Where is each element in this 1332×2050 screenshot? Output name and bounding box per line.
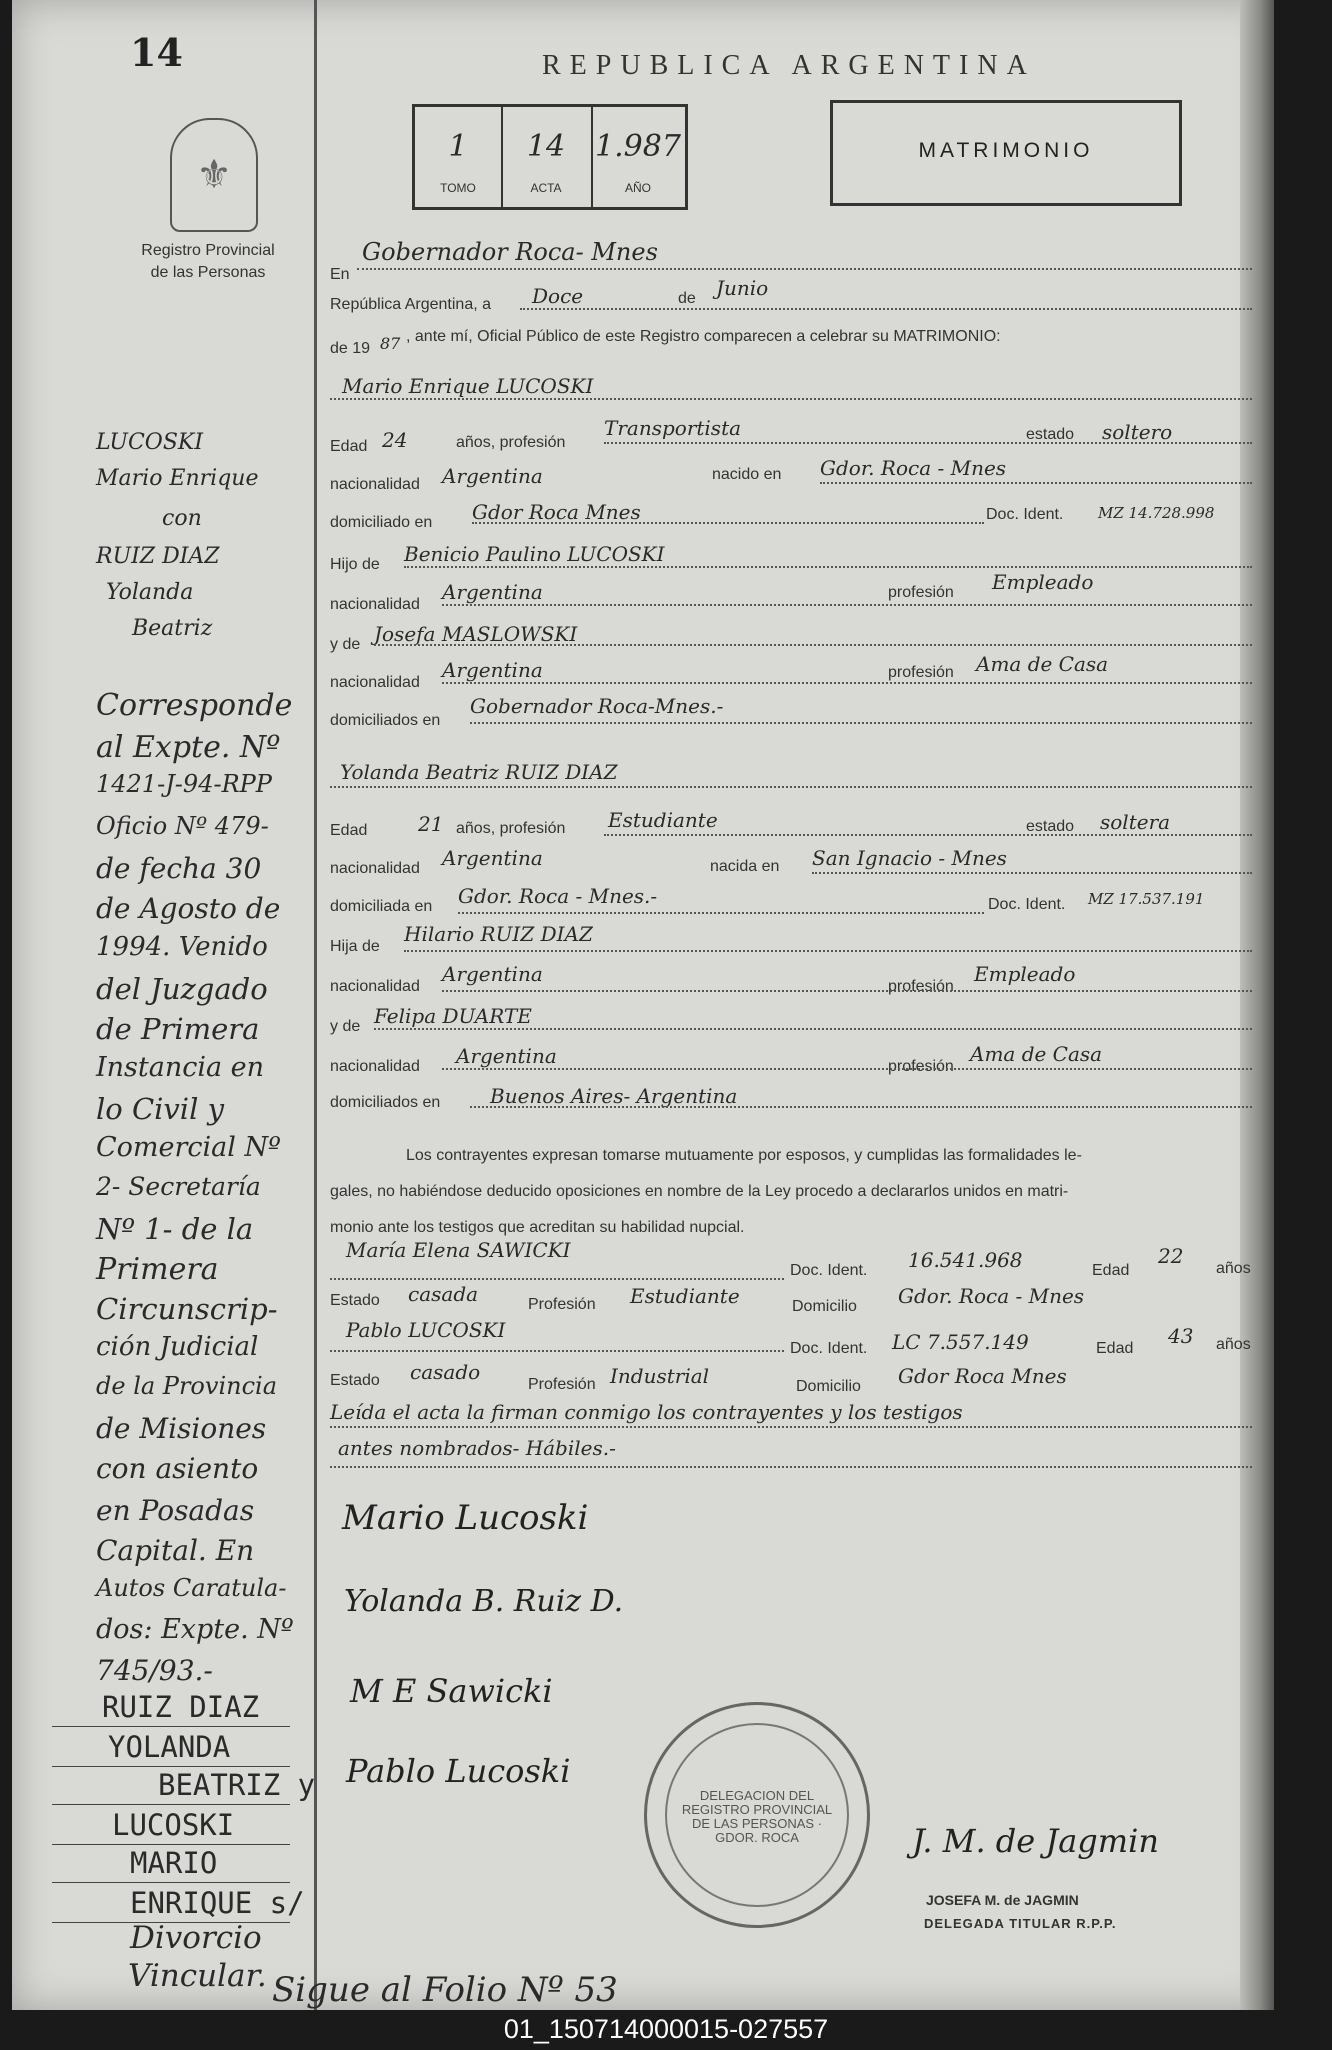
anos-label: años [1216,1336,1251,1353]
year-prefix: de 19 [330,340,371,357]
annotation-line: Capital. En [96,1534,255,1567]
dotted-line [442,990,1252,992]
groom-name: Mario Enrique LUCOSKI [342,374,594,398]
annotation-line: Corresponde [96,688,293,723]
record-type: MATRIMONIO [918,139,1094,162]
official-signature: J. M. de Jagmin [912,1822,1159,1860]
margin-divider [314,0,317,2010]
ceremony-statement: , ante mí, Oficial Público de este Registro comparecen a celebrar su MATRIMONIO: [406,328,1001,345]
closing-line-1: Leída el acta la firman conmigo los contrayentes y los testigos [330,1400,963,1424]
profesion-label: profesión [888,978,954,995]
annotation-line: de Agosto de [96,892,281,925]
groom-mother-profession: Ama de Casa [976,652,1109,676]
witness-2-name: Pablo LUCOSKI [346,1318,506,1342]
caption-line: RUIZ DIAZ [102,1690,260,1724]
underline [52,1844,290,1845]
witness-2-status: casado [410,1360,481,1384]
dotted-line [330,1426,1252,1428]
groom-father-profession: Empleado [992,570,1094,594]
annotation-line: de Primera [96,1012,260,1046]
groom-parents-domicile: Gobernador Roca-Mnes.- [470,694,724,718]
edad-label: Edad [1096,1340,1134,1357]
groom-age: 24 [382,428,408,452]
bride-father-nationality: Argentina [442,962,543,986]
bride-parents-domicile: Buenos Aires- Argentina [490,1084,738,1108]
caption-line: BEATRIZ y [158,1768,316,1802]
groom-domicile: Gdor Roca Mnes [472,500,641,524]
dotted-line [330,398,1252,400]
dotted-line [458,912,984,914]
annotation-line: del Juzgado [96,972,268,1006]
dotted-line [330,786,1252,788]
anos-profesion-label: años, profesión [456,434,566,451]
margin-name-5: Yolanda [106,580,194,605]
bride-age: 21 [418,812,444,836]
edad-label: Edad [1092,1262,1130,1279]
registry-line-2: de las Personas [150,264,266,281]
republica-label: República Argentina, a [330,296,491,313]
annotation-line: Autos Caratula- [96,1574,287,1602]
bride-civil-status: soltera [1100,810,1171,834]
annotation-line: 745/93.- [96,1654,213,1687]
tomo-value: 1 [448,129,468,164]
witness-2-profession: Industrial [610,1364,710,1388]
record-reference-box [412,104,688,210]
nacida-label: nacida en [710,858,780,875]
annotation-line: con asiento [96,1452,259,1485]
witness-2-signature: Pablo Lucoski [346,1752,571,1790]
estado-label: estado [1026,818,1075,835]
caption-line: Vincular. [128,1958,267,1994]
y-de-label: y de [330,636,361,653]
marriage-declaration [330,1138,1082,1246]
dotted-line [442,682,1252,684]
annotation-line: Oficio Nº 479- [96,812,269,840]
caption-line: LUCOSKI [112,1808,235,1842]
bride-father-profession: Empleado [974,962,1076,986]
ceremony-month: Junio [716,276,769,300]
anos-profesion-label: años, profesión [456,820,566,837]
dotted-line [374,1028,1252,1030]
en-label: En [330,266,350,283]
groom-profession: Transportista [604,416,742,440]
bride-mother: Felipa DUARTE [374,1004,532,1028]
archive-id: 01_150714000015-027557 [503,2014,829,2044]
dotted-line [470,722,1252,724]
de-label: de [678,290,696,307]
annotation-line: de Misiones [96,1412,267,1445]
registry-line-1: Registro Provincial [141,242,275,259]
acta-cell [501,107,593,207]
groom-birthplace: Gdor. Roca - Mnes [820,456,1007,480]
ceremony-year: 87 [380,334,401,353]
groom-document: MZ 14.728.998 [1098,504,1215,522]
estado-label: Estado [330,1292,380,1309]
acta-value: 14 [526,129,566,164]
folio-number: 14 [130,30,183,75]
annotation-line: en Posadas [96,1494,255,1527]
underline [52,1766,290,1767]
caption-line: ENRIQUE s/ [130,1886,305,1920]
annotation-line: Comercial Nº [96,1132,281,1163]
doc-ident-label: Doc. Ident. [988,896,1066,913]
official-name: JOSEFA M. de JAGMIN [926,1892,1079,1908]
caption-line: Divorcio [130,1920,262,1956]
witness-2-domicile: Gdor Roca Mnes [898,1364,1067,1388]
bride-mother-nationality: Argentina [456,1044,557,1068]
groom-mother: Josefa MASLOWSKI [374,622,578,646]
profesion-label: Profesión [528,1296,596,1313]
underline [52,1882,290,1883]
groom-father-nationality: Argentina [442,580,543,604]
domiciliados-label: domiciliados en [330,1094,441,1111]
dotted-line [404,566,1252,568]
ano-cell [591,107,685,207]
ceremony-place: Gobernador Roca- Mnes [362,238,658,266]
margin-name-3: con [162,506,202,531]
groom-mother-nationality: Argentina [442,658,543,682]
annotation-line: 1421-J-94-RPP [96,770,272,798]
annotation-line: de la Provincia [96,1372,277,1400]
record-page [12,0,1274,2010]
country-heading: REPUBLICA ARGENTINA [542,50,1036,81]
edad-label: Edad [330,438,368,455]
groom-father: Benicio Paulino LUCOSKI [404,542,665,566]
dotted-line [330,1350,784,1352]
declaration-line-3: monio ante los testigos que acreditan su habilidad nupcial. [330,1219,745,1236]
doc-ident-label: Doc. Ident. [986,506,1064,523]
nacionalidad-label: nacionalidad [330,1058,420,1075]
profesion-label: profesión [888,584,954,601]
groom-civil-status: soltero [1102,420,1173,444]
annotation-line: dos: Expte. Nº [96,1614,294,1645]
declaration-line-1: Los contrayentes expresan tomarse mutuamente por esposos, y cumplidas las formalidades le- [406,1147,1082,1164]
domicilio-label: Domicilio [796,1378,861,1395]
bride-domicile: Gdor. Roca - Mnes.- [458,884,658,908]
ano-value: 1.987 [595,129,681,164]
anos-label: años [1216,1260,1251,1277]
groom-signature: Mario Lucoski [342,1498,589,1538]
dotted-line [470,1106,1252,1108]
margin-name-6: Beatriz [132,616,213,641]
annotation-line: de fecha 30 [96,852,262,885]
official-title: DELEGADA TITULAR R.P.P. [924,1916,1117,1931]
witness-1-profession: Estudiante [630,1284,740,1308]
hijo-label: Hijo de [330,556,380,573]
estado-label: Estado [330,1372,380,1389]
estado-label: estado [1026,426,1075,443]
closing-line-2: antes nombrados- Hábiles.- [338,1436,616,1460]
witness-1-status: casada [408,1282,479,1306]
bride-mother-profession: Ama de Casa [970,1042,1103,1066]
margin-name-4: RUIZ DIAZ [96,544,220,569]
annotation-line: Nº 1- de la [96,1212,254,1246]
dotted-line [812,872,1252,874]
ano-label: AÑO [624,181,651,195]
domicilio-label: Domicilio [792,1298,857,1315]
tomo-label: TOMO [440,181,476,195]
bride-name: Yolanda Beatriz RUIZ DIAZ [340,760,618,784]
bride-nationality: Argentina [442,846,543,870]
profesion-label: profesión [888,1058,954,1075]
witness-1-name: María Elena SAWICKI [346,1238,571,1262]
domiciliados-label: domiciliados en [330,712,441,729]
caption-line: YOLANDA [108,1730,231,1764]
bride-profession: Estudiante [608,808,718,832]
witness-2-document: LC 7.557.149 [892,1330,1029,1354]
annotation-line: 2- Secretaría [96,1172,261,1201]
annotation-line: Circunscrip- [96,1292,278,1326]
registry-name [108,240,308,284]
ceremony-day: Doce [532,284,584,308]
hija-label: Hija de [330,938,380,955]
nacionalidad-label: nacionalidad [330,596,420,613]
domiciliada-label: domiciliada en [330,898,433,915]
dotted-line [604,834,1252,836]
dotted-line [330,1278,784,1280]
margin-name-2: Mario Enrique [96,466,259,491]
dotted-line [472,522,984,524]
caption-line: MARIO [130,1846,218,1880]
dotted-line [604,442,1252,444]
annotation-line: ción Judicial [96,1332,259,1362]
bride-father: Hilario RUIZ DIAZ [404,922,593,946]
tomo-cell [415,107,503,207]
nacionalidad-label: nacionalidad [330,674,420,691]
dotted-line [330,1466,1252,1468]
bride-signature: Yolanda B. Ruiz D. [344,1584,624,1619]
witness-2-age: 43 [1168,1324,1194,1348]
witness-1-age: 22 [1158,1244,1184,1268]
edad-label: Edad [330,822,368,839]
annotation-line: Primera [96,1252,219,1287]
continuation-note: Sigue al Folio Nº 53 [272,1970,618,2010]
nacionalidad-label: nacionalidad [330,476,420,493]
book-spine [1240,0,1274,2010]
witness-1-signature: M E Sawicki [350,1672,553,1710]
record-type-box [830,100,1182,206]
annotation-line: Instancia en [96,1052,265,1083]
dotted-line [404,950,1252,952]
nacionalidad-label: nacionalidad [330,978,420,995]
bride-document: MZ 17.537.191 [1088,890,1205,908]
annotation-line: 1994. Venido [96,932,268,962]
annotation-line: al Expte. Nº [96,730,281,765]
dotted-line [442,1068,1252,1070]
dotted-line [374,644,1252,646]
margin-name-1: LUCOSKI [96,430,204,455]
dotted-line [520,308,1252,310]
dotted-line [357,268,1252,270]
doc-ident-label: Doc. Ident. [790,1340,868,1357]
annotation-line: lo Civil y [96,1092,224,1126]
nacido-label: nacido en [712,466,782,483]
profesion-label: profesión [888,664,954,681]
y-de-label: y de [330,1018,361,1035]
stamp-text: DELEGACION DEL REGISTRO PROVINCIAL DE LAS PERSONAS · GDOR. ROCA [681,1788,833,1845]
underline [52,1726,290,1727]
profesion-label: Profesión [528,1376,596,1393]
witness-1-domicile: Gdor. Roca - Mnes [898,1284,1085,1308]
doc-ident-label: Doc. Ident. [790,1262,868,1279]
dotted-line [820,482,1252,484]
acta-label: ACTA [530,181,562,195]
domiciliado-label: domiciliado en [330,514,433,531]
declaration-line-2: gales, no habiéndose deducido oposiciones en nombre de la Ley procedo a declararlos unidos en matri- [330,1183,1069,1200]
groom-nationality: Argentina [442,464,543,488]
bride-birthplace: San Ignacio - Mnes [812,846,1007,870]
official-stamp-icon [644,1702,870,1928]
nacionalidad-label: nacionalidad [330,860,420,877]
dotted-line [442,604,1252,606]
underline [52,1804,290,1805]
witness-1-document: 16.541.968 [908,1248,1023,1272]
coat-of-arms-icon: ⚜ [170,118,258,232]
